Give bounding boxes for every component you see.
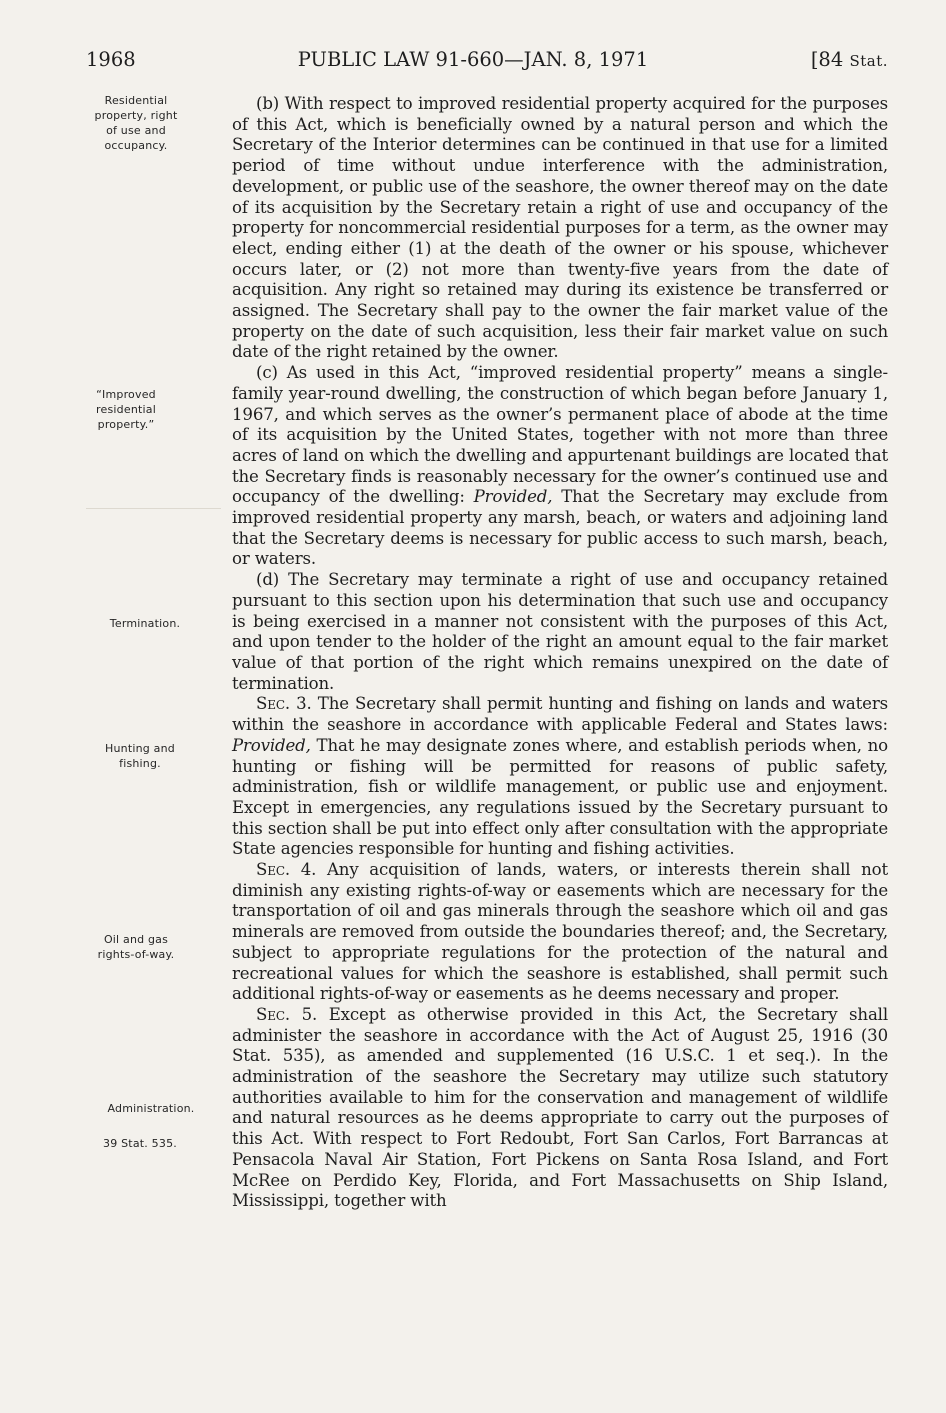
paragraph-c-text-cont: That the Secretary may exclude from improved residential property any marsh, beach, or waters and adjoining land that the Secretary deems is necessary for public access to such marsh, beach, or waters. <box>232 487 888 569</box>
statute-prefix: [84 <box>810 48 850 71</box>
bleed-through-rule <box>86 508 221 509</box>
margin-note-line: property.” <box>97 418 155 431</box>
margin-note-stat-ref: 39 Stat. 535. <box>103 1137 177 1150</box>
section-3-label: Sec. 3. <box>256 694 312 714</box>
body-text <box>232 94 888 1212</box>
section-3 <box>232 694 888 860</box>
section-3-text-cont: That he may designate zones where, and establish periods when, no hunting or fishing will be permitted for reasons of public safety, administration, fish or wildlife management, or public use and enjoyment. Except in emergencies, any regulations issued by the Secretary pursuant to this section shall be put into effect only after consultation with the appropriate State agencies responsible for hunting and fishing activities. <box>232 735 888 859</box>
margin-note-hunting <box>70 741 210 771</box>
page-header-title: PUBLIC LAW 91-660—JAN. 8, 1971 <box>297 48 649 71</box>
section-4-label: Sec. 4. <box>256 860 317 880</box>
paragraph-d: (d) The Secretary may terminate a right of use and occupancy retained pursuant to this section upon his determination that such use and occupancy is being exercised in a manner not consistent with the purposes of this Act, and upon tender to the holder of the right an amount equal to the fair market value of that portion of the right which remains unexpired on the date of termination. <box>232 570 888 693</box>
margin-note-oil-gas <box>66 932 206 962</box>
margin-note-line: residential <box>96 403 156 416</box>
margin-note-improved <box>56 387 196 432</box>
statute-reference <box>811 48 888 73</box>
paragraph-c-text: (c) As used in this Act, “improved residential property” means a single-family year-round dwelling, the construction of which began before January 1, 1967, and which serves as the owner’s permanent place of abode at the time of its acquisition by the United States, together with not more than three acres of land on which the dwelling and appurtenant buildings are located that the Secretary finds is reasonably necessary for the owner’s continued use and occupancy of the dwelling: <box>232 363 888 507</box>
paragraph-c <box>232 363 888 570</box>
margin-note-line: rights-of-way. <box>97 948 175 961</box>
section-4-text: Any acquisition of lands, waters, or interests therein shall not diminish any existing rights-of-way or easements which are necessary for the transportation of oil and gas minerals through the seashore which oil and gas minerals are removed from outside the boundaries thereof; and, the Secretary, subject to appropriate regulations for the protection of the natural and recreational values for which the seashore is established, shall permit such additional rights-of-way or easements as he deems necessary and proper. <box>232 860 888 1004</box>
provided-italic: Provided, <box>232 735 311 755</box>
section-4 <box>232 860 888 1005</box>
margin-note-line: fishing. <box>119 757 161 770</box>
margin-note-line: Hunting and <box>105 742 175 755</box>
section-5 <box>232 1005 888 1212</box>
paragraph-b: (b) With respect to improved residential property acquired for the purposes of this Act, which is beneficially owned by a natural person and which the Secretary of the Interior determines can be continued in that use for a limited period of time without undue interference with the administration, development, or public use of the seashore, the owner thereof may on the date of its acquisition by the Secretary retain a right of use and occupancy of the property for noncommercial residential purposes for a term, as the owner may elect, ending either (1) at the death of the owner or his spouse, whichever occurs later, or (2) not more than twenty-five years from the date of acquisition. Any right so retained may during its existence be transferred or assigned. The Secretary shall pay to the owner the fair market value of the property on the date of such acquisition, less their fair market value on such date of the right retained by the owner. <box>232 94 888 362</box>
margin-note-line: Oil and gas <box>103 933 169 946</box>
margin-note-line: of use and <box>106 124 166 137</box>
margin-note-line: “Improved <box>96 388 156 401</box>
section-5-text: Except as otherwise provided in this Act, the Secretary shall administer the seashore in accordance with the Act of August 25, 1916 (30 Stat. 535), as amended and supplemented (16 U.S.C. 1 et seq.). In the administration of the seashore the Secretary may utilize such statutory authorities available to him for the conservation and management of wildlife and natural resources as he deems appropriate to carry out the purposes of this Act. With respect to Fort Redoubt, Fort San Carlos, Fort Barrancas at Pensacola Naval Air Station, Fort Pickens on Santa Rosa Island, and Fort McRee on Perdido Key, Florida, and Fort Massachusetts on Ship Island, Mississippi, together with <box>232 1004 889 1211</box>
statute-label: Stat. <box>849 52 888 70</box>
margin-note-line: property, right <box>94 109 178 122</box>
margin-note-line: occupancy. <box>104 139 168 152</box>
page-number: 1968 <box>86 48 136 71</box>
margin-note-administration: Administration. <box>107 1102 195 1115</box>
section-5-label: Sec. 5. <box>256 1004 318 1024</box>
section-3-text: The Secretary shall permit hunting and fishing on lands and waters within the seashore in accordance with applicable Federal and States laws: <box>232 694 888 735</box>
margin-note-termination: Termination. <box>109 617 181 630</box>
margin-note-residential <box>66 93 206 153</box>
provided-italic: Provided, <box>473 487 553 507</box>
margin-note-line: Residential <box>104 94 168 107</box>
